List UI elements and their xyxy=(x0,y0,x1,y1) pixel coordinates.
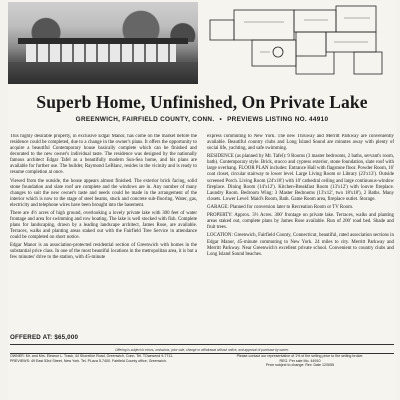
offered-price: OFFERED AT: $65,000 xyxy=(10,334,79,341)
floor-plan-drawing xyxy=(204,2,396,84)
paragraph: express commuting to New York. The new Thruway and Merritt Parkway are conveniently available. Beautiful country clubs and Long Island Sound are minutes away with plenty of social life, yachting, and safe swimming. xyxy=(207,134,394,152)
footer-right xyxy=(206,354,394,394)
paragraph: PROPERTY: Approx. 3½ Acres. 300' frontage on private lake. Terraces, walks and planting areas staked out, complete plans by James Rose available. Run of 200' road bed. Shade and fruit trees. xyxy=(207,213,394,231)
revision-date: Price subject to change: Rev. Date 12/5/55 xyxy=(265,363,335,368)
plan-room-c xyxy=(336,6,376,32)
listing-number: PREVIEWS LISTING NO. 44910 xyxy=(227,116,329,123)
plan-wall xyxy=(296,52,334,74)
house-photo xyxy=(8,2,198,84)
plan-porch xyxy=(210,20,234,40)
paragraph: There are 4½ acres of high ground, overlooking a lovely private lake with 300 feet of water frontage and area for swimming and row boating. The lake is well stocked with fish. Complete plans for landscaping, drawn by a leading landscape architect, James Rose, are available. Terraces, walks and planting areas staked out with the Fairfield Tree Service in attendance could be completed on short notice. xyxy=(10,210,197,241)
paragraph: GARAGE: Planned for conversion later to Recreation Room or TV Room. xyxy=(207,204,354,210)
paragraph: Edgar Manor is an association-protected residential section of Greenwich with homes in the substantial price class. In one of the most beautiful locations in the metropolitan area, it is but a few minutes' drive to the station, with 45-minute xyxy=(10,243,197,261)
figure-row xyxy=(8,0,396,86)
house-facade-graphic xyxy=(26,44,176,62)
paragraph: RESIDENCE (as planned by Mr. Tafel): 9 Rooms (3 master bedrooms, 2 baths, servant's room, bath). Contemporary style. Brick, stucco and cypress exterior, stone foundation, slate roof with large overhang. FLOOR PLAN includes: Entrance Hall with flagstone floor. Powder Room, 16' coat closet, circular stairway to lower level. Large Living Room or Library (23'x13'). Outside screened Porch. Living Room (24'x18') with 10' cathedral ceiling and large continuous-window fireplace. Dining Room (14'x12'). Kitchen-Breakfast Room (13'x12') with louvre fireplace. Laundry Room. Bedroom Wing: 3 Master Bedrooms (13'x12', two 18'x18'), 2 Baths. Many closets. Lower Level: Maid's Room, Bath. Game Room area, fireplace outlet. Storage. xyxy=(207,154,394,202)
paragraph: LOCATION: Greenwich, Fairfield County, Connecticut, beautiful, rated association sections in Edgar Manor, 45-minute commuting to New York. 24 miles to city. Merritt Parkway and Merritt Parkway. Near Greenwich's excellent private school. Convenient to country clubs and Long Island Sound beaches. xyxy=(207,233,394,257)
disclaimer-text: Offering is subject to errors, omissions, prior sale, change or withdrawal without notice, and approval of purchase by owner. xyxy=(115,348,289,352)
plan-stair xyxy=(273,47,283,57)
right-column xyxy=(207,134,394,332)
plan-room-a xyxy=(234,10,294,40)
paragraph: Viewed from the outside, the house appears almost finished. The exterior brick facing, solid stone foundation and slate roof are complete and the windows are in. Any number of many changes to suit the new owner's taste and needs could be made in the arrangement of the interior which is now to the stage of steel beams, stuck and concrete sub-flooring. Water, gas, electricity and telephone wires have been brought into the basement. xyxy=(10,178,197,208)
footer-left xyxy=(10,354,198,394)
plan-room-b xyxy=(294,10,336,32)
listing-footer xyxy=(10,354,394,394)
divider-line xyxy=(10,344,394,345)
plan-room-e xyxy=(296,32,326,56)
plan-room-d xyxy=(252,40,296,66)
previews-info: PREVIEWS: 49 East 53rd Street, New York. Tel. PLaza 5-7400. Fairfield County office, Greenwich. xyxy=(10,358,167,363)
listing-subline xyxy=(8,116,396,123)
left-column xyxy=(10,134,197,332)
ground-graphic xyxy=(8,62,198,84)
listing-body xyxy=(10,134,394,332)
plan-garage xyxy=(354,52,382,74)
floor-plan-svg xyxy=(204,2,396,84)
listing-page xyxy=(8,0,396,400)
reg-number: REG. Per sale Mo. 44910 xyxy=(279,358,321,363)
listing-location: GREENWICH, FAIRFIELD COUNTY, CONN. xyxy=(75,116,215,123)
owner-info: OWNER: Mr. and Mrs. Eleanor L. Trask, 44 Shoreline Road, Greenwich, Conn. Tel. TOwnsend 9-7711. xyxy=(10,354,174,358)
separator-bullet: • xyxy=(219,116,223,123)
broker-note: Please contact our representative of 1% of the selling price to the selling broker. xyxy=(236,354,364,358)
listing-headline: Superb Home, Unfinished, On Private Lake xyxy=(36,92,368,112)
paragraph: This highly desirable property, in exclusive Edgar Manor, has come on the market before the residence could be completed, due to a change in the owner's plans. It offers the opportunity to acquire a beautiful Contemporary house basically complete which can be finished and decorated to the new owner's individual taste. The residence was designed by the nationally famous architect Edgar Tafel as a beautifully modern Sun-Sea home, and his plans are available for further use. The builder, Raymond LeBlanc, resides in the vicinity and is ready to resume completion at once. xyxy=(10,134,197,176)
